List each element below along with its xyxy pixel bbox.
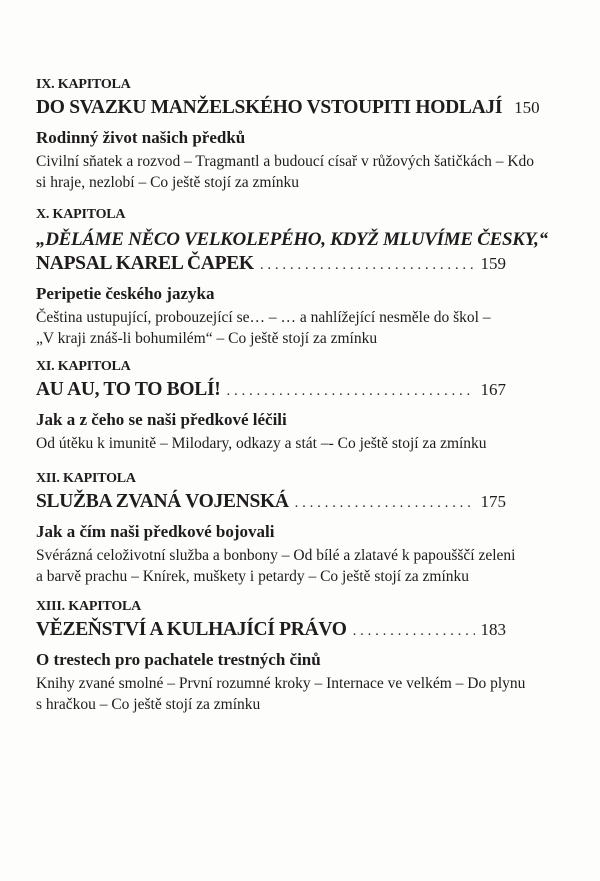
- chapter-title: AU AU, TO TO BOLÍ!: [36, 379, 221, 400]
- chapter-title-line: [36, 490, 506, 514]
- page-number: 159: [480, 254, 506, 273]
- toc-entry-chapter-10: [36, 206, 548, 349]
- chapter-label: XII. KAPITOLA: [36, 471, 136, 486]
- chapter-description-line: a barvě prachu – Knírek, muškety i petardy – Co ještě stojí za zmínku: [36, 568, 470, 585]
- chapter-description-line: si hraje, nezlobí – Co ještě stojí za zmínku: [36, 174, 300, 191]
- chapter-subtitle: Jak a z čeho se naši předkové léčili: [36, 410, 287, 429]
- chapter-label: IX. KAPITOLA: [36, 77, 131, 92]
- chapter-description-line: Civilní sňatek a rozvod – Tragmantl a budoucí císař v růžových šatičkách – Kdo: [36, 153, 535, 170]
- chapter-title: NAPSAL KAREL ČAPEK: [36, 253, 254, 274]
- chapter-title-line: [36, 252, 506, 276]
- dot-leader: [260, 253, 475, 277]
- chapter-subtitle: O trestech pro pachatele trestných činů: [36, 650, 321, 669]
- toc-entry-chapter-13: [36, 598, 526, 715]
- chapter-label: XI. KAPITOLA: [36, 359, 131, 374]
- chapter-title-line: [36, 378, 506, 402]
- chapter-description-line: Od útěku k imunitě – Milodary, odkazy a stát –- Co ještě stojí za zmínku: [36, 435, 487, 452]
- chapter-title-quote: „DĚLÁME NĚCO VELKOLEPÉHO, KDYŽ MLUVÍME ČESKY,“: [36, 229, 548, 250]
- page-number: 175: [480, 492, 506, 511]
- chapter-description-line: Knihy zvané smolné – První rozumné kroky – Internace ve velkém – Do plynu: [36, 675, 526, 692]
- chapter-description-line: s hračkou – Co ještě stojí za zmínku: [36, 696, 261, 713]
- dot-leader: [295, 491, 475, 515]
- chapter-description-line: Čeština ustupující, probouzející se… – … a nahlížející nesměle do škol –: [36, 309, 491, 326]
- chapter-label: X. KAPITOLA: [36, 207, 126, 222]
- chapter-description-line: Svérázná celoživotní služba a bonbony – Od bílé a zlatavé k papoušščí zeleni: [36, 547, 516, 564]
- dot-leader: [353, 619, 475, 643]
- chapter-title-line: [36, 618, 506, 642]
- toc-entry-chapter-9: [36, 76, 540, 193]
- chapter-subtitle: Jak a čím naši předkové bojovali: [36, 522, 275, 541]
- chapter-title-line-italic: [36, 228, 548, 252]
- page-number: 150: [514, 98, 540, 117]
- toc-entry-chapter-11: [36, 358, 506, 454]
- chapter-label: XIII. KAPITOLA: [36, 599, 142, 614]
- chapter-subtitle: Rodinný život našich předků: [36, 128, 246, 147]
- page-number: 167: [480, 380, 506, 399]
- toc-entry-chapter-12: [36, 470, 516, 587]
- chapter-title: DO SVAZKU MANŽELSKÉHO VSTOUPITI HODLAJÍ: [36, 97, 503, 118]
- chapter-title: SLUŽBA ZVANÁ VOJENSKÁ: [36, 491, 289, 512]
- chapter-title: VĚZEŇSTVÍ A KULHAJÍCÍ PRÁVO: [36, 619, 347, 640]
- chapter-title-line: [36, 96, 540, 120]
- chapter-description-line: „V kraji znáš-li bohumilém“ – Co ještě stojí za zmínku: [36, 330, 378, 347]
- dot-leader: [226, 379, 474, 403]
- page-number: 183: [480, 620, 506, 639]
- chapter-subtitle: Peripetie českého jazyka: [36, 284, 215, 303]
